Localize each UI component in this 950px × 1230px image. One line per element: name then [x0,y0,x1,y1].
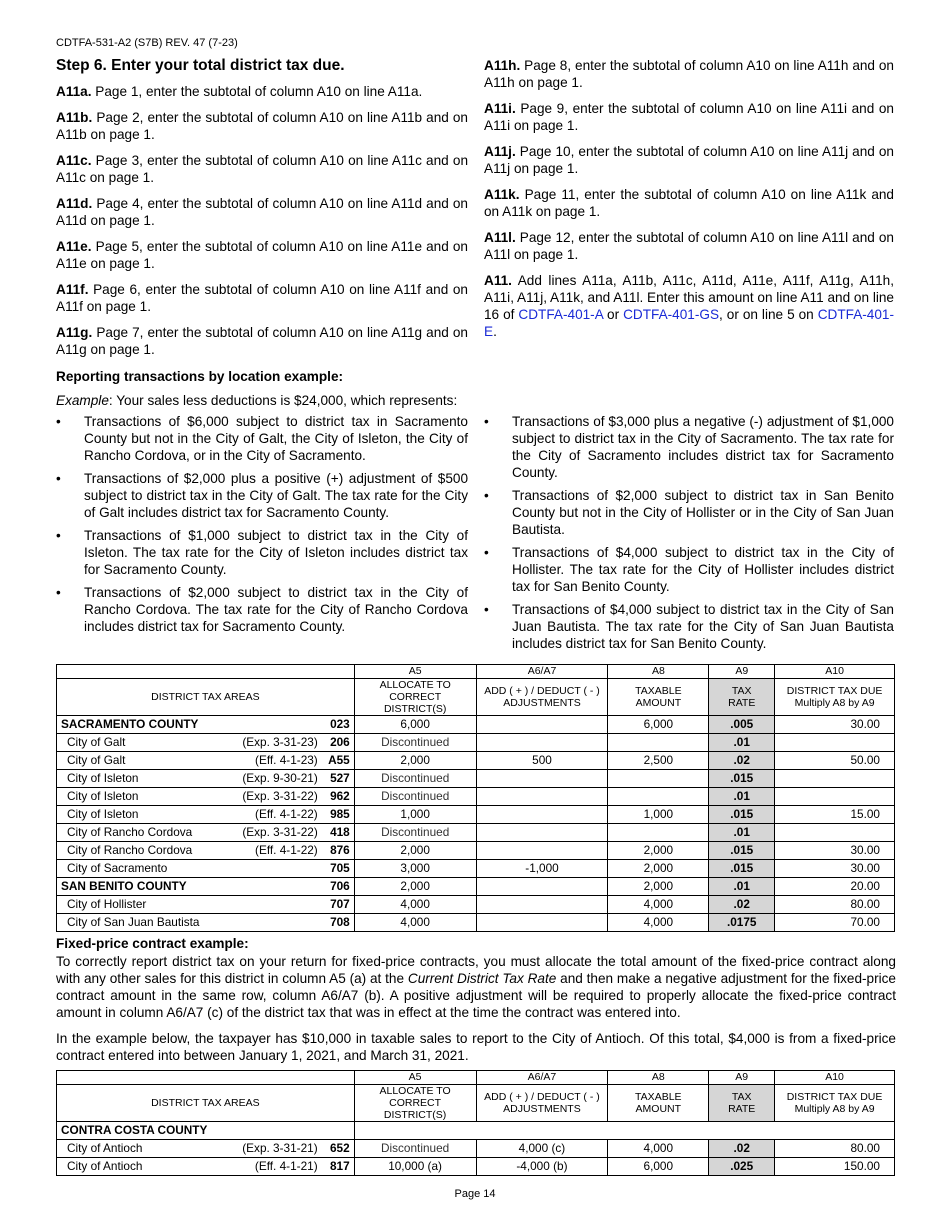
bullet-item [484,487,894,538]
a9-cell: .0175 [709,914,775,932]
column-code: A8 [608,665,709,679]
a8-cell: 2,000 [608,842,709,860]
header-line: ALLOCATE TO [379,1085,451,1097]
area-name: City of San Juan Bautista [67,915,200,929]
a6a7-cell: 500 [476,752,608,770]
a8-cell [608,788,709,806]
district-area-cell [57,860,355,878]
blank-cell [57,1071,355,1085]
a6a7-cell: 4,000 (c) [476,1140,608,1158]
bullet-icon: • [484,602,489,617]
area-name: SACRAMENTO COUNTY [61,717,199,731]
table-row [57,716,895,734]
bullet-icon: • [484,488,489,503]
a9-cell: .015 [709,806,775,824]
blank-cell [775,1122,895,1140]
instruction-label: A11l. [484,230,516,245]
instruction-a11c [56,152,468,186]
area-name: City of Isleton [67,789,139,803]
bullet-text: Transactions of $2,000 subject to district tax in the City of Rancho Cordova. The tax rate for the City of Rancho Cordova includes district tax for Sacramento County. [84,585,468,634]
a10-cell: 15.00 [775,806,895,824]
district-area-cell [57,770,355,788]
a5-cell: Discontinued [354,734,476,752]
a10-cell: 150.00 [775,1158,895,1176]
a8-cell: 4,000 [608,1140,709,1158]
a5-cell: Discontinued [354,788,476,806]
instruction-text: Page 8, enter the subtotal of column A10 on line A11h and on A11h on page 1. [484,58,894,90]
table-row [57,860,895,878]
a8-cell: 2,000 [608,860,709,878]
district-area-cell [57,1158,355,1176]
area-code: 652 [329,1141,350,1155]
instruction-a11j [484,143,894,177]
a6a7-cell [476,842,608,860]
area-name: City of Hollister [67,897,147,911]
column-code: A6/A7 [476,665,608,679]
a5-cell: 10,000 (a) [354,1158,476,1176]
instruction-text: . [493,324,497,339]
header-line: ADJUSTMENTS [503,1103,581,1115]
header-line: CORRECT DISTRICT(S) [383,691,447,715]
instruction-a11i [484,100,894,134]
header-a8 [608,1085,709,1122]
header-a9 [709,679,775,716]
a10-cell: 30.00 [775,860,895,878]
header-line: RATE [728,697,756,709]
a9-cell: .01 [709,878,775,896]
a5-cell: 2,000 [354,752,476,770]
area-code: A55 [328,753,350,767]
a8-cell: 2,500 [608,752,709,770]
a9-cell: .025 [709,1158,775,1176]
district-area-cell [57,752,355,770]
header-line: AMOUNT [635,1103,682,1115]
area-code: 876 [330,843,350,857]
area-code: 705 [330,861,350,875]
instruction-a11f [56,281,468,315]
instruction-text: Page 4, enter the subtotal of column A10 on line A11d and on A11d on page 1. [56,196,468,228]
location-example-heading: Reporting transactions by location example: [56,369,344,384]
district-area-cell [57,1140,355,1158]
a9-cell: .015 [709,770,775,788]
area-name: City of Antioch [67,1159,143,1173]
bullet-icon: • [484,545,489,560]
bullet-text: Transactions of $4,000 subject to district tax in the City of Hollister. The tax rate for the City of Hollister includes district tax for San Benito County. [512,545,894,594]
a10-cell: 20.00 [775,878,895,896]
area-name: City of Isleton [67,807,139,821]
bullet-text: Transactions of $2,000 plus a positive (+) adjustment of $500 subject to district tax in the City of Galt. The tax rate for the City of Galt includes district tax for Sacramento County. [84,471,468,520]
a8-cell: 6,000 [608,1158,709,1176]
column-code-row [57,665,895,679]
area-code: 707 [330,897,350,911]
a6a7-cell [476,734,608,752]
area-date [220,860,326,877]
header-a6a7 [476,679,608,716]
district-area-cell [57,878,355,896]
instruction-text: Page 11, enter the subtotal of column A10 on line A11k and on A11k on page 1. [484,187,894,219]
a9-cell: .015 [709,842,775,860]
area-date: (Eff. 4-1-22) [255,843,318,857]
table-row [57,806,895,824]
area-date: (Eff. 4-1-22) [255,807,318,821]
header-a8 [608,679,709,716]
blank-cell [608,1122,709,1140]
a9-cell: .005 [709,716,775,734]
area-code: 985 [330,807,350,821]
table-row [57,824,895,842]
form-link-401a[interactable]: CDTFA-401-A [518,307,604,322]
district-area-cell [57,896,355,914]
instructions-right-column [484,57,894,349]
a10-cell: 80.00 [775,1140,895,1158]
blank-cell [354,1122,476,1140]
a10-cell [775,770,895,788]
district-area-cell [57,716,355,734]
fixed-price-table [56,1070,895,1176]
table-row [57,914,895,932]
county-row [57,1122,895,1140]
instruction-label: A11e. [56,239,92,254]
header-line: TAXABLE [635,1091,682,1103]
district-area-cell [57,914,355,932]
area-code: 206 [330,735,350,749]
a10-cell: 80.00 [775,896,895,914]
instruction-text: Page 3, enter the subtotal of column A10 on line A11c and on A11c on page 1. [56,153,468,185]
instruction-a11l [484,229,894,263]
bullets-right [484,413,894,658]
area-date: (Eff. 4-1-23) [255,753,318,767]
bullet-item [56,584,468,635]
area-name: City of Sacramento [67,861,168,875]
instruction-label: A11h. [484,58,521,73]
instruction-label: A11k. [484,187,520,202]
a6a7-cell: -4,000 (b) [476,1158,608,1176]
area-code: 708 [330,915,350,929]
instructions-left-column [56,57,468,367]
example-label: Example [56,393,109,408]
area-name: SAN BENITO COUNTY [61,879,187,893]
form-link-401e[interactable]: CDTFA-401-E [484,307,894,339]
bullet-icon: • [56,471,61,486]
instruction-label: A11j. [484,144,516,159]
a9-cell: .02 [709,752,775,770]
county-name: CONTRA COSTA COUNTY [57,1122,355,1140]
table-row [57,878,895,896]
area-name: City of Rancho Cordova [67,825,193,839]
blank-cell [57,665,355,679]
a5-cell: Discontinued [354,824,476,842]
district-area-cell [57,734,355,752]
column-code: A6/A7 [476,1071,608,1085]
a8-cell: 2,000 [608,878,709,896]
column-header-row [57,1085,895,1122]
bullet-item [56,527,468,578]
a10-cell [775,824,895,842]
a6a7-cell [476,896,608,914]
instruction-label: A11c. [56,153,92,168]
a5-cell: Discontinued [354,1140,476,1158]
column-code: A8 [608,1071,709,1085]
area-date [220,716,326,733]
a6a7-cell [476,914,608,932]
header-a10 [775,679,895,716]
area-date [220,896,326,913]
a9-cell: .015 [709,860,775,878]
district-area-cell [57,806,355,824]
instruction-a11d [56,195,468,229]
bullet-item [484,601,894,652]
instruction-a11k [484,186,894,220]
fixed-price-paragraph-1 [56,953,896,1021]
bullet-icon: • [56,414,61,429]
table-row [57,842,895,860]
bullet-text: Transactions of $6,000 subject to district tax in Sacramento County but not in the City of Galt, the City of Isleton, the City of Rancho Cordova, or in the City of Sacramento. [84,414,468,463]
location-example-intro [56,392,896,409]
fixed-price-paragraph-2: In the example below, the taxpayer has $10,000 in taxable sales to report to the City of Antioch. Of this total, $4,000 is from a fixed-price contract entered into between January 1, 2021, and March 31, 2021. [56,1031,896,1063]
a5-cell: 6,000 [354,716,476,734]
a10-cell: 30.00 [775,716,895,734]
a6a7-cell [476,770,608,788]
instruction-a11b [56,109,468,143]
a8-cell: 6,000 [608,716,709,734]
form-id: CDTFA-531-A2 (S7B) REV. 47 (7-23) [56,37,238,49]
bullet-icon: • [484,414,489,429]
column-code: A9 [709,665,775,679]
area-date: (Exp. 3-31-22) [242,789,318,803]
column-header-row [57,679,895,716]
bullet-text: Transactions of $3,000 plus a negative (-) adjustment of $1,000 subject to district tax in the City of Sacramento. The tax rate for the City of Sacramento includes district tax for Sacramento County. [512,414,894,480]
header-line: AMOUNT [635,697,682,709]
a5-cell: Discontinued [354,770,476,788]
instruction-text: , or on line 5 on [719,307,818,322]
column-code: A9 [709,1071,775,1085]
a8-cell [608,824,709,842]
form-link-401gs[interactable]: CDTFA-401-GS [623,307,720,322]
area-name: City of Antioch [67,1141,143,1155]
instruction-a11h [484,57,894,91]
area-code: 527 [330,771,350,785]
instruction-label: A11i. [484,101,516,116]
column-code: A10 [775,665,895,679]
area-code: 706 [330,879,350,893]
paragraph-emphasis: Current District Tax Rate [407,971,557,986]
instruction-a11e [56,238,468,272]
instruction-label: A11a. [56,84,92,99]
a5-cell: 2,000 [354,878,476,896]
header-line: DISTRICT TAX DUE [786,685,883,697]
header-line: Multiply A8 by A9 [794,1103,875,1115]
bullet-icon: • [56,528,61,543]
column-code: A10 [775,1071,895,1085]
bullet-text: Transactions of $4,000 subject to district tax in the City of San Juan Bautista. The tax rate for the City of San Juan Bautista includes district tax for San Benito County. [512,602,894,651]
a10-cell: 30.00 [775,842,895,860]
header-line: TAX [731,685,752,697]
table-row [57,734,895,752]
district-tax-table [56,664,895,932]
paragraph-text: To correctly report district tax on your return for fixed-price contracts, you must allocate the total amount of the fixed-price contract along with any other sales for this district in column A5 (a) at the [56,954,896,986]
header-a5 [354,679,476,716]
area-name: City of Galt [67,735,126,749]
paragraph-text: and then make a negative adjustment for the fixed-price contract amount in the same row, column A6/A7 (b). A positive adjustment will be required to properly allocate the fixed-price contract amount in column A6/A7 (c) of the district tax that was in effect at the time the contract was entered into. [56,971,896,1020]
area-date: (Eff. 4-1-21) [254,1159,318,1173]
header-line: ADD ( + ) / DEDUCT ( - ) [484,1091,600,1103]
bullet-icon: • [56,585,61,600]
a9-cell: .02 [709,896,775,914]
header-line: DISTRICT TAX DUE [786,1091,883,1103]
header-a9 [709,1085,775,1122]
area-code: 817 [329,1159,350,1173]
bullet-text: Transactions of $2,000 subject to district tax in San Benito County but not in the City of Hollister or in the City of San Juan Bautista. [512,488,894,537]
instruction-label: A11g. [56,325,93,340]
fixed-price-heading: Fixed-price contract example: [56,936,249,951]
column-code-row [57,1071,895,1085]
a6a7-cell [476,716,608,734]
a6a7-cell [476,806,608,824]
header-line: CORRECT DISTRICT(S) [383,1097,447,1121]
bullet-item [484,544,894,595]
district-area-cell [57,824,355,842]
a9-cell: .01 [709,788,775,806]
a5-cell: 4,000 [354,914,476,932]
intro-text: : Your sales less deductions is $24,000, which represents: [108,393,458,408]
header-line: RATE [728,1103,756,1115]
table-row [57,1140,895,1158]
district-area-cell [57,788,355,806]
area-date: (Exp. 9-30-21) [242,771,318,785]
a8-cell: 1,000 [608,806,709,824]
a10-cell: 70.00 [775,914,895,932]
header-line: Multiply A8 by A9 [794,697,875,709]
a8-cell: 4,000 [608,914,709,932]
area-name: City of Galt [67,753,126,767]
instruction-a11 [484,272,894,340]
a10-cell: 50.00 [775,752,895,770]
a5-cell: 2,000 [354,842,476,860]
area-date: (Exp. 3-31-23) [242,735,318,749]
a6a7-cell [476,878,608,896]
header-a6a7 [476,1085,608,1122]
area-code: 962 [330,789,350,803]
table-row [57,752,895,770]
header-line: ALLOCATE TO [379,679,451,691]
area-date: (Exp. 3-31-22) [242,825,318,839]
area-code: 418 [330,825,350,839]
instruction-text: Page 10, enter the subtotal of column A10 on line A11j and on A11j on page 1. [484,144,894,176]
instruction-text: Page 1, enter the subtotal of column A10 on line A11a. [91,84,423,99]
instruction-text: Page 2, enter the subtotal of column A10 on line A11b and on A11b on page 1. [56,110,468,142]
a6a7-cell: -1,000 [476,860,608,878]
a5-cell: 3,000 [354,860,476,878]
instruction-label: A11d. [56,196,93,211]
a10-cell [775,734,895,752]
blank-cell [709,1122,775,1140]
a10-cell [775,788,895,806]
a9-cell: .01 [709,734,775,752]
area-date [220,914,326,931]
column-code: A5 [354,1071,476,1085]
instruction-a11a [56,83,468,100]
a5-cell: 4,000 [354,896,476,914]
column-code: A5 [354,665,476,679]
header-line: TAX [731,1091,752,1103]
instruction-text: Page 12, enter the subtotal of column A10 on line A11l and on A11l on page 1. [484,230,894,262]
instruction-text: Page 6, enter the subtotal of column A10 on line A11f and on A11f on page 1. [56,282,468,314]
bullet-text: Transactions of $1,000 subject to district tax in the City of Isleton. The tax rate for the City of Isleton includes district tax for Sacramento County. [84,528,468,577]
table-row [57,770,895,788]
instruction-a11g [56,324,468,358]
table-row [57,896,895,914]
instruction-text: Page 5, enter the subtotal of column A10 on line A11e and on A11e on page 1. [56,239,468,271]
bullet-item [484,413,894,481]
page-number: Page 14 [454,1188,496,1200]
a5-cell: 1,000 [354,806,476,824]
area-date [220,878,326,895]
step-title: Step 6. Enter your total district tax due. [56,57,345,74]
district-area-cell [57,842,355,860]
header-a5 [354,1085,476,1122]
instruction-text: Page 9, enter the subtotal of column A10 on line A11i and on A11i on page 1. [484,101,894,133]
a9-cell: .02 [709,1140,775,1158]
a8-cell: 4,000 [608,896,709,914]
instruction-label: A11b. [56,110,93,125]
table-row [57,1158,895,1176]
header-line: TAXABLE [635,685,682,697]
instruction-text: or [603,307,624,322]
header-district-areas: DISTRICT TAX AREAS [57,1085,355,1122]
bullets-left [56,413,468,641]
blank-cell [476,1122,608,1140]
a8-cell [608,770,709,788]
header-line: ADJUSTMENTS [503,697,581,709]
instruction-text: Add lines A11a, A11b, A11c, A11d, A11e, A11f, A11g, A11h, A11i, A11j, A11k, and A11l. Enter this amount on line A11 and on line 16 of [484,273,894,322]
area-code: 023 [330,717,350,731]
a6a7-cell [476,788,608,806]
a9-cell: .01 [709,824,775,842]
a6a7-cell [476,824,608,842]
instruction-text: Page 7, enter the subtotal of column A10 on line A11g and on A11g on page 1. [56,325,468,357]
a8-cell [608,734,709,752]
area-date: (Exp. 3-31-21) [242,1141,318,1155]
instruction-label: A11. [484,273,512,288]
table-row [57,788,895,806]
area-name: City of Isleton [67,771,139,785]
instruction-label: A11f. [56,282,89,297]
header-line: ADD ( + ) / DEDUCT ( - ) [484,685,600,697]
header-a10 [775,1085,895,1122]
bullet-item [56,413,468,464]
header-district-areas: DISTRICT TAX AREAS [57,679,355,716]
area-name: City of Rancho Cordova [67,843,193,857]
bullet-item [56,470,468,521]
